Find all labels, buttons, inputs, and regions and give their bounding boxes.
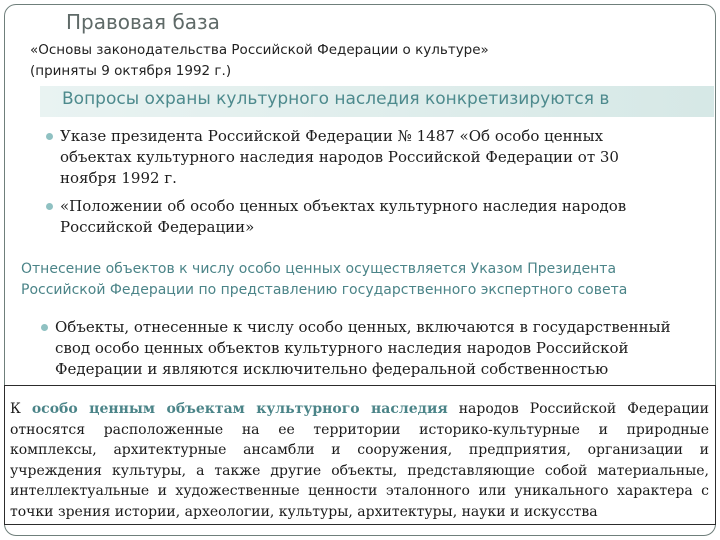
- list-item: [60, 196, 626, 238]
- subtitle-line: «Основы законодательства Российской Федерации о культуре»: [30, 42, 489, 58]
- definition-line: точки зрения истории, археологии, культуры, архитектуры, науки и искусства: [10, 503, 598, 520]
- bullet-dot-icon: [46, 133, 53, 140]
- bullet-dot-icon: [46, 203, 53, 210]
- list-item-line: Указе президента Российской Федерации № 1487 «Об особо ценных: [60, 127, 604, 145]
- definition-line: интеллектуальные и художественные ценности эталонного или уникального характера с: [10, 483, 709, 499]
- list-item-line: Объекты, отнесенные к числу особо ценных, включаются в государственный: [55, 318, 671, 336]
- list-item-line: свод особо ценных объектов культурного наследия народов Российской: [55, 339, 629, 357]
- definition-box: [4, 385, 716, 525]
- subtitle-line: (приняты 9 октября 1992 г.): [30, 63, 232, 79]
- definition-highlight: особо ценным объектам культурного наследия: [31, 401, 448, 417]
- list-item-line: «Положении об особо ценных объектах культурного наследия народов: [60, 197, 627, 215]
- page-title: Правовая база: [66, 10, 220, 34]
- definition-prefix: К: [10, 401, 21, 417]
- highlight-paragraph-line: Отнесение объектов к числу особо ценных осуществляется Указом Президента: [21, 261, 617, 277]
- definition-line: учреждения культуры, а также другие объекты, представляющие собой материальные,: [10, 462, 709, 479]
- list-item-line: Российской Федерации»: [60, 218, 255, 236]
- subtitle: [30, 40, 690, 82]
- list-item: [55, 317, 671, 380]
- section-banner-text: Вопросы охраны культурного наследия конкретизируются в: [62, 89, 610, 109]
- definition-line: относятся расположенные на ее территории историко-культурные и природные: [10, 421, 709, 438]
- definition-line: [10, 399, 709, 420]
- highlight-paragraph-line: Российской Федерации по представлению государственного экспертного совета: [21, 282, 628, 298]
- list-item-line: объектах культурного наследия народов Российской Федерации от 30: [60, 148, 619, 166]
- definition-line: комплексы, архитектурные ансамбли и сооружения, предприятия, организации и: [10, 442, 709, 458]
- definition-suffix: народов Российской Федерации: [458, 401, 710, 417]
- bullet-dot-icon: [41, 324, 48, 331]
- list-item-line: Федерации и являются исключительно федеральной собственностью: [55, 360, 609, 378]
- list-item: [60, 126, 619, 189]
- list-item-line: ноября 1992 г.: [60, 169, 177, 187]
- highlight-paragraph: [21, 259, 627, 301]
